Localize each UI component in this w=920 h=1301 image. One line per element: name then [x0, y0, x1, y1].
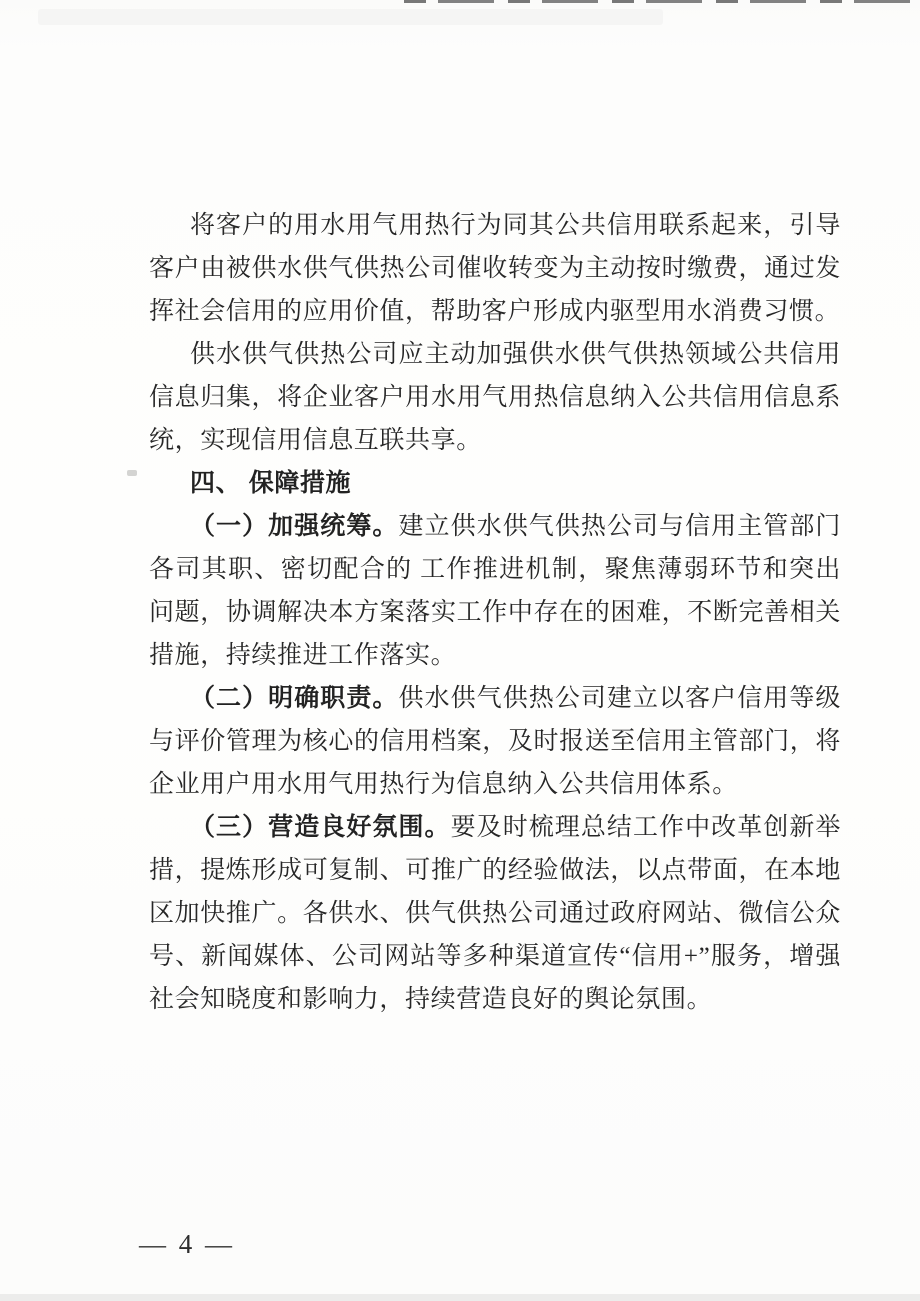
paragraph-lead: （二）明确职责。: [190, 684, 399, 712]
paragraph-customer-behavior: [149, 204, 841, 333]
paragraph-info-collection: [149, 333, 841, 462]
paragraph-item-3: [149, 806, 841, 1021]
paragraph-item-2: [149, 677, 841, 806]
paragraph-text: 供水供气供热公司建立以客户信用等级与评价管理为核心的信用档案，及时报送至信用主管部门，将企业用户用水用气用热行为信息纳入公共信用体系。: [149, 685, 841, 798]
paragraph-lead: （一）加强统筹。: [190, 512, 399, 540]
paragraph-lead: （三）营造良好氛围。: [190, 813, 451, 841]
paragraph-text: 将客户的用水用气用热行为同其公共信用联系起来，引导客户由被供水供气供热公司催收转变为主动按时缴费，通过发挥社会信用的应用价值，帮助客户形成内驱型用水消费习惯。: [149, 212, 841, 325]
paragraph-item-1: [149, 505, 841, 677]
scan-artifact-smudge: [38, 9, 663, 25]
section-heading: [149, 462, 841, 505]
scan-artifact-left-tick: [127, 470, 137, 476]
scan-artifact-bottom-strip: [0, 1294, 920, 1301]
paragraph-text: 要及时梳理总结工作中改革创新举措，提炼形成可复制、可推广的经验做法，以点带面，在本地区加快推广。各供水、供气供热公司通过政府网站、微信公众号、新闻媒体、公司网站等多种渠道宣传“信用+”服务，增强社会知晓度和影响力，持续营造良好的舆论氛围。: [149, 814, 841, 1013]
document-body: [149, 204, 841, 1021]
paragraph-text: 建立供水供气供热公司与信用主管部门各司其职、密切配合的 工作推进机制，聚焦薄弱环节和突出问题，协调解决本方案落实工作中存在的困难，不断完善相关措施，持续推进工作落实。: [149, 513, 841, 669]
paragraph-text: 供水供气供热公司应主动加强供水供气供热领域公共信用信息归集，将企业客户用水用气用热信息纳入公共信用信息系统，实现信用信息互联共享。: [149, 341, 841, 454]
page-number: — 4 —: [139, 1229, 235, 1259]
scan-artifact-top-edge: [404, 0, 920, 3]
section-heading-text: 四、 保障措施: [190, 469, 352, 497]
